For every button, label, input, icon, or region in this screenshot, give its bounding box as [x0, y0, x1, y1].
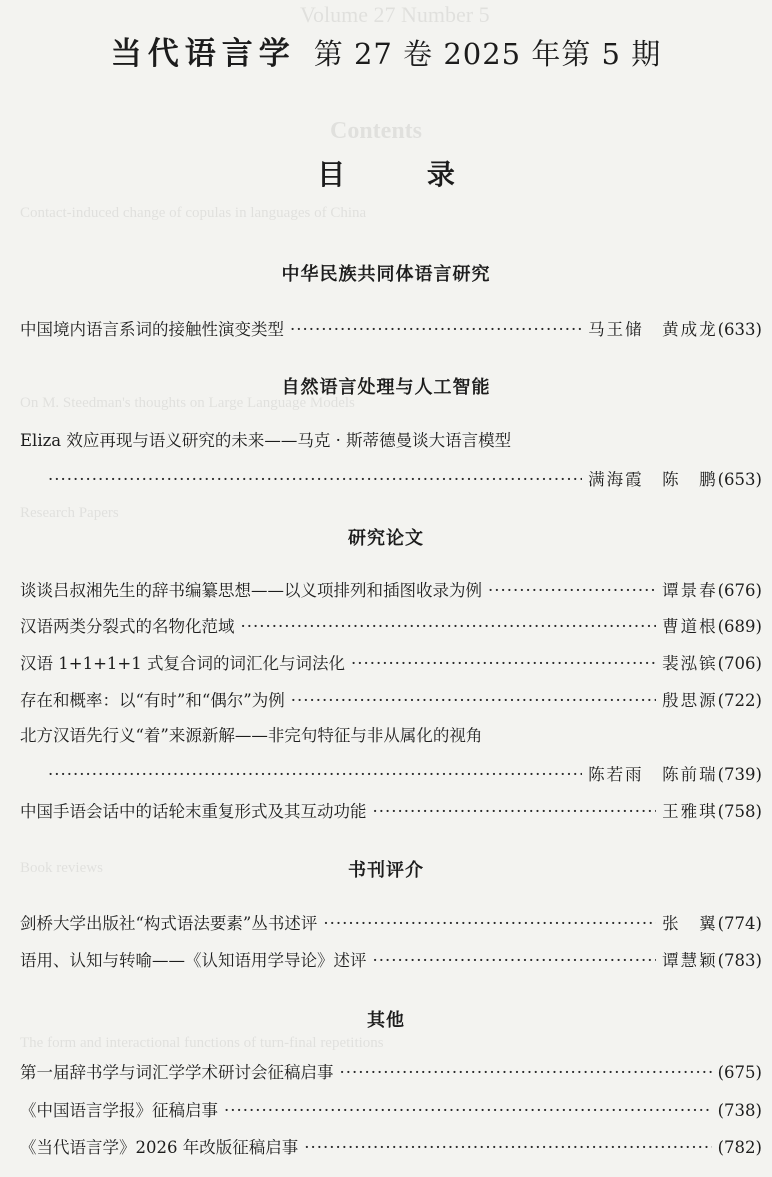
- show-through-text: Research Papers: [20, 505, 119, 521]
- show-through-text: On M. Steedman's thoughts on Large Language Models: [20, 395, 355, 411]
- section-heading: 自然语言处理与人工智能: [281, 377, 491, 398]
- toc-entry[interactable]: [20, 913, 762, 935]
- entry-author: 张 翼: [662, 914, 718, 933]
- toc-entry[interactable]: [48, 764, 762, 786]
- toc-entry[interactable]: [48, 469, 762, 491]
- show-through-text: Book reviews: [20, 860, 103, 876]
- masthead: [0, 28, 772, 73]
- toc-entry[interactable]: [20, 690, 762, 712]
- leader-dots: [48, 764, 582, 786]
- journal-name: 当代语言学: [110, 36, 296, 72]
- leader-dots: [291, 690, 656, 712]
- entry-author: 曹道根: [662, 617, 718, 636]
- entry-title: 中国手语会话中的话轮末重复形式及其互动功能: [20, 802, 367, 821]
- entry-author: 陈若雨 陈前瑞: [588, 765, 718, 784]
- toc-title: 目 录: [317, 158, 491, 191]
- toc-entry[interactable]: [20, 653, 762, 675]
- leader-dots: [340, 1062, 712, 1084]
- show-through-text: Volume 27 Number 5: [300, 2, 490, 27]
- entry-title[interactable]: Eliza 效应再现与语义研究的未来——马克 · 斯蒂德曼谈大语言模型: [20, 431, 512, 450]
- leader-dots: [373, 801, 657, 823]
- entry-page: (706): [717, 654, 762, 673]
- leader-dots: [290, 319, 582, 341]
- entry-author: 王雅琪: [662, 802, 718, 821]
- entry-page: (675): [717, 1063, 762, 1082]
- leader-dots: [488, 580, 656, 602]
- entry-page: (676): [717, 581, 762, 600]
- entry-title: 汉语 1+1+1+1 式复合词的词汇化与词法化: [20, 654, 345, 673]
- toc-entry[interactable]: [20, 950, 762, 972]
- toc-entry[interactable]: [20, 801, 762, 823]
- entry-author: 裴泓镔: [662, 654, 718, 673]
- entry-page: (738): [717, 1101, 762, 1120]
- entry-title: 《中国语言学报》征稿启事: [20, 1101, 218, 1120]
- leader-dots: [48, 469, 582, 491]
- entry-title: 中国境内语言系词的接触性演变类型: [20, 320, 284, 339]
- section-heading: 书刊评介: [348, 860, 424, 881]
- entry-page: (633): [717, 320, 762, 339]
- show-through-text: Contents: [330, 118, 423, 144]
- toc-entry[interactable]: [20, 1100, 762, 1122]
- leader-dots: [323, 913, 656, 935]
- entry-author: 谭景春: [662, 581, 718, 600]
- toc-entry[interactable]: [20, 580, 762, 602]
- entry-title: 存在和概率：以“有时”和“偶尔”为例: [20, 691, 285, 710]
- entry-title: 谈谈吕叔湘先生的辞书编纂思想——以义项排列和插图收录为例: [20, 581, 482, 600]
- entry-title[interactable]: 北方汉语先行义“着”来源新解——非完句特征与非从属化的视角: [20, 726, 483, 745]
- entry-page: (758): [717, 802, 762, 821]
- entry-author: 满海霞 陈 鹏: [588, 470, 718, 489]
- leader-dots: [304, 1137, 711, 1159]
- entry-title: 第一届辞书学与词汇学学术研讨会征稿启事: [20, 1063, 334, 1082]
- section-heading: 其他: [367, 1010, 405, 1031]
- entry-title: 汉语两类分裂式的名物化范域: [20, 617, 235, 636]
- entry-page: (783): [717, 951, 762, 970]
- section-heading: 研究论文: [348, 528, 424, 549]
- toc-entry[interactable]: [20, 616, 762, 638]
- entry-title: 语用、认知与转喻——《认知语用学导论》述评: [20, 951, 367, 970]
- toc-entry[interactable]: [20, 319, 762, 341]
- entry-title: 《当代语言学》2026 年改版征稿启事: [20, 1138, 299, 1157]
- show-through-text: Contact-induced change of copulas in languages of China: [20, 205, 367, 221]
- toc-entry[interactable]: [20, 1137, 762, 1159]
- entry-author: 殷思源: [662, 691, 718, 710]
- leader-dots: [224, 1100, 712, 1122]
- show-through-text: The form and interactional functions of turn-final repetitions: [20, 1035, 384, 1051]
- leader-dots: [373, 950, 657, 972]
- entry-author: 马王储 黄成龙: [588, 320, 718, 339]
- entry-page: (782): [717, 1138, 762, 1157]
- entry-title: 剑桥大学出版社“构式语法要素”丛书述评: [20, 914, 318, 933]
- toc-entry[interactable]: [20, 1062, 762, 1084]
- issue-info: 第 27 卷 2025 年第 5 期: [313, 37, 662, 71]
- entry-page: (739): [717, 765, 762, 784]
- entry-author: 谭慧颖: [662, 951, 718, 970]
- leader-dots: [241, 616, 657, 638]
- entry-page: (653): [717, 470, 762, 489]
- entry-page: (774): [717, 914, 762, 933]
- entry-page: (722): [717, 691, 762, 710]
- entry-page: (689): [717, 617, 762, 636]
- section-heading: 中华民族共同体语言研究: [281, 264, 491, 285]
- leader-dots: [351, 653, 656, 675]
